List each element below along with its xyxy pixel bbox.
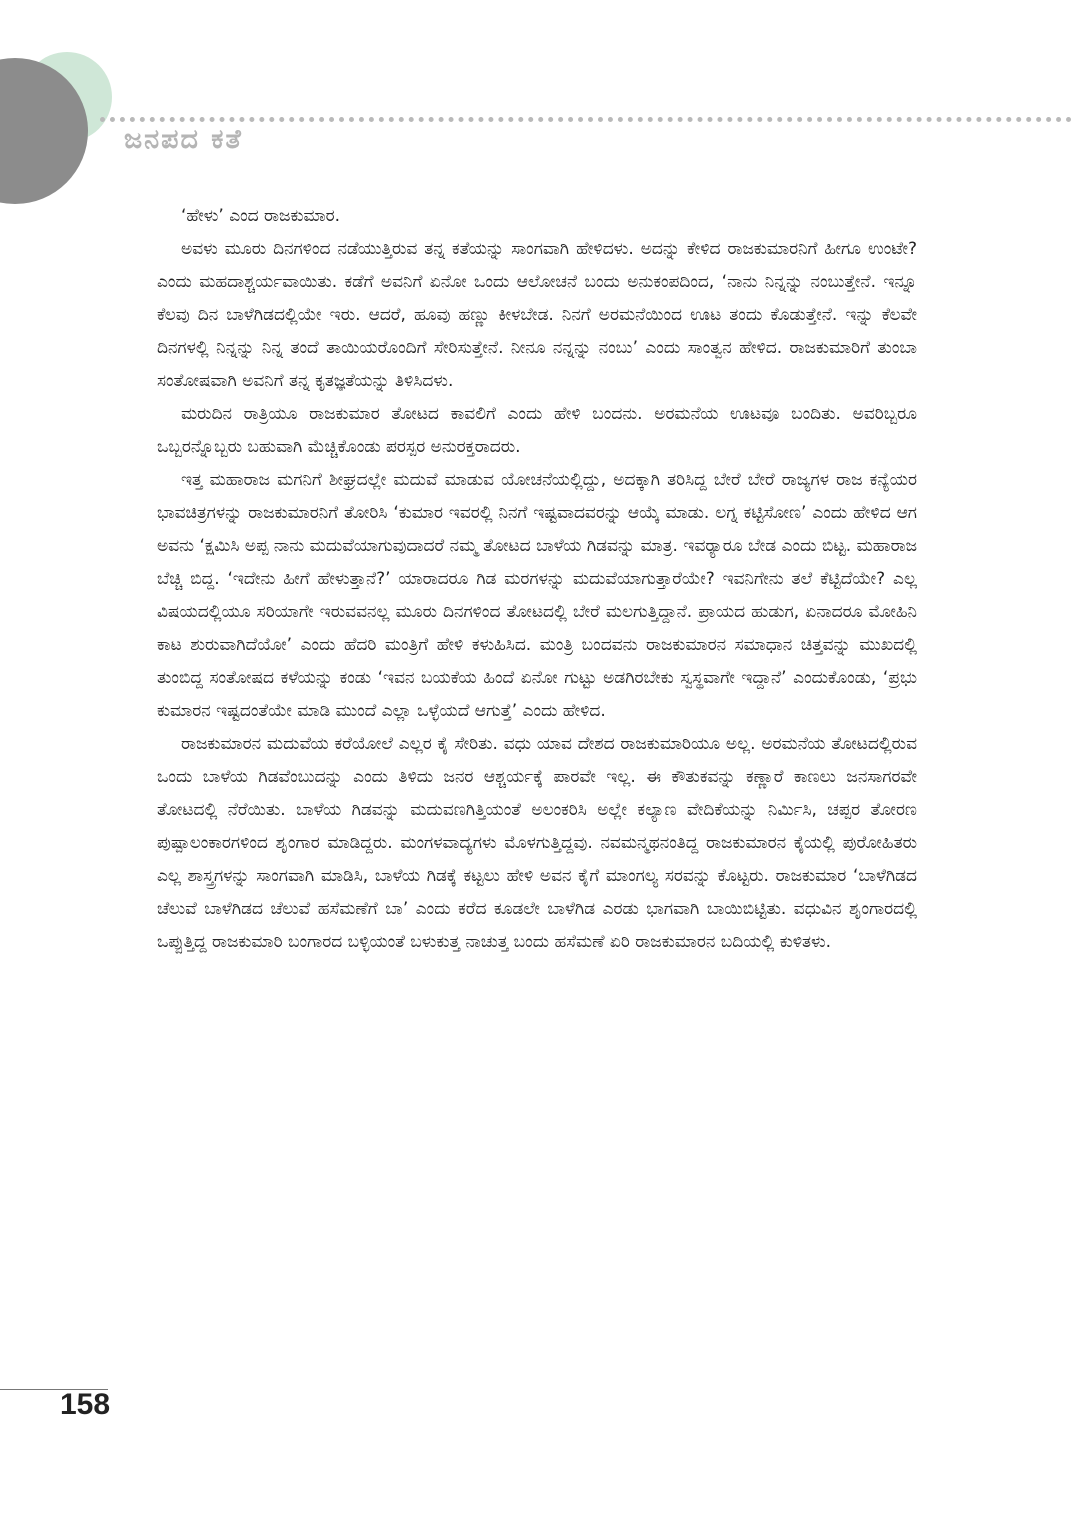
- paragraph-5: ರಾಜಕುಮಾರನ ಮದುವೆಯ ಕರೆಯೋಲೆ ಎಲ್ಲರ ಕೈ ಸೇರಿತು. ವಧು ಯಾವ ದೇಶದ ರಾಜಕುಮಾರಿಯೂ ಅಲ್ಲ. ಅರಮನೆಯ ತೋಟದಲ್ಲಿರುವ ಒಂದು ಬಾಳೆಯ ಗಿಡವೆಂಬುದನ್ನು ಎಂದು ತಿಳಿದು ಜನರ ಆಶ್ಚರ್ಯಕ್ಕೆ ಪಾರವೇ ಇಲ್ಲ. ಈ ಕೌತುಕವನ್ನು ಕಣ್ಣಾರೆ ಕಾಣಲು ಜನಸಾಗರವೇ ತೋಟದಲ್ಲಿ ನೆರೆಯಿತು. ಬಾಳೆಯ ಗಿಡವನ್ನು ಮದುವಣಗಿತ್ತಿಯಂತೆ ಅಲಂಕರಿಸಿ ಅಲ್ಲೇ ಕಲ್ಯಾಣ ವೇದಿಕೆಯನ್ನು ನಿರ್ಮಿಸಿ, ಚಪ್ಪರ ತೋರಣ ಪುಷ್ಪಾಲಂಕಾರಗಳಿಂದ ಶೃಂಗಾರ ಮಾಡಿದ್ದರು. ಮಂಗಳವಾದ್ಯಗಳು ಮೊಳಗುತ್ತಿದ್ದವು. ನವಮನ್ಮಥನಂತಿದ್ದ ರಾಜಕುಮಾರನ ಕೈಯಲ್ಲಿ ಪುರೋಹಿತರು ಎಲ್ಲ ಶಾಸ್ತ್ರಗಳನ್ನು ಸಾಂಗವಾಗಿ ಮಾಡಿಸಿ, ಬಾಳೆಯ ಗಿಡಕ್ಕೆ ಕಟ್ಟಲು ಹೇಳಿ ಅವನ ಕೈಗೆ ಮಾಂಗಲ್ಯ ಸರವನ್ನು ಕೊಟ್ಟರು. ರಾಜಕುಮಾರ ‘ಬಾಳೆಗಿಡದ ಚೆಲುವೆ ಬಾಳೆಗಿಡದ ಚೆಲುವೆ ಹಸೆಮಣೆಗೆ ಬಾ’ ಎಂದು ಕರೆದ ಕೂಡಲೇ ಬಾಳೆಗಿಡ ಎರಡು ಭಾಗವಾಗಿ ಬಾಯಿಬಿಟ್ಟಿತು. ವಧುವಿನ ಶೃಂಗಾರದಲ್ಲಿ ಒಪ್ಪುತ್ತಿದ್ದ ರಾಜಕುಮಾರಿ ಬಂಗಾರದ ಬಳ್ಳಿಯಂತೆ ಬಳುಕುತ್ತ ನಾಚುತ್ತ ಬಂದು ಹಸೆಮಣೆ ಏರಿ ರಾಜಕುಮಾರನ ಬದಿಯಲ್ಲಿ ಕುಳಿತಳು.: [157, 734, 917, 952]
- paragraph-1: ‘ಹೇಳು’ ಎಂದ ರಾಜಕುಮಾರ.: [181, 206, 341, 226]
- paragraph-4: ಇತ್ತ ಮಹಾರಾಜ ಮಗನಿಗೆ ಶೀಘ್ರದಲ್ಲೇ ಮದುವೆ ಮಾಡುವ ಯೋಚನೆಯಲ್ಲಿದ್ದು, ಅದಕ್ಕಾಗಿ ತರಿಸಿದ್ದ ಬೇರೆ ಬೇರೆ ರಾಜ್ಯಗಳ ರಾಜ ಕನ್ಯೆಯರ ಭಾವಚಿತ್ರಗಳನ್ನು ರಾಜಕುಮಾರನಿಗೆ ತೋರಿಸಿ ‘ಕುಮಾರ ಇವರಲ್ಲಿ ನಿನಗೆ ಇಷ್ಟವಾದವರನ್ನು ಆಯ್ಕೆ ಮಾಡು. ಲಗ್ನ ಕಟ್ಟಿಸೋಣ’ ಎಂದು ಹೇಳಿದ ಆಗ ಅವನು ‘ಕ್ಷಮಿಸಿ ಅಪ್ಪ ನಾನು ಮದುವೆಯಾಗುವುದಾದರೆ ನಮ್ಮ ತೋಟದ ಬಾಳೆಯ ಗಿಡವನ್ನು ಮಾತ್ರ. ಇವರ್‍ಯಾರೂ ಬೇಡ ಎಂದು ಬಿಟ್ಟ. ಮಹಾರಾಜ ಬೆಚ್ಚಿ ಬಿದ್ದ. ‘ಇದೇನು ಹೀಗೆ ಹೇಳುತ್ತಾನೆ?’ ಯಾರಾದರೂ ಗಿಡ ಮರಗಳನ್ನು ಮದುವೆಯಾಗುತ್ತಾರೆಯೇ? ಇವನಿಗೇನು ತಲೆ ಕೆಟ್ಟಿದೆಯೇ? ಎಲ್ಲ ವಿಷಯದಲ್ಲಿಯೂ ಸರಿಯಾಗೇ ಇರುವವನಲ್ಲ ಮೂರು ದಿನಗಳಿಂದ ತೋಟದಲ್ಲಿ ಬೇರೆ ಮಲಗುತ್ತಿದ್ದಾನೆ. ಪ್ರಾಯದ ಹುಡುಗ, ಏನಾದರೂ ಮೋಹಿನಿ ಕಾಟ ಶುರುವಾಗಿದೆಯೋ’ ಎಂದು ಹೆದರಿ ಮಂತ್ರಿಗೆ ಹೇಳಿ ಕಳುಹಿಸಿದ. ಮಂತ್ರಿ ಬಂದವನು ರಾಜಕುಮಾರನ ಸಮಾಧಾನ ಚಿತ್ತವನ್ನು ಮುಖದಲ್ಲಿ ತುಂಬಿದ್ದ ಸಂತೋಷದ ಕಳೆಯನ್ನು ಕಂಡು ‘ಇವನ ಬಯಕೆಯ ಹಿಂದೆ ಏನೋ ಗುಟ್ಟು ಅಡಗಿರಬೇಕು ಸ್ವಸ್ಥವಾಗೇ ಇದ್ದಾನೆ’ ಎಂದುಕೊಂಡು, ‘ಪ್ರಭು ಕುಮಾರನ ಇಷ್ಟದಂತೆಯೇ ಮಾಡಿ ಮುಂದೆ ಎಲ್ಲಾ ಒಳ್ಳೆಯದೆ ಆಗುತ್ತೆ’ ಎಂದು ಹೇಳಿದ.: [157, 470, 917, 721]
- paragraph-2: ಅವಳು ಮೂರು ದಿನಗಳಿಂದ ನಡೆಯುತ್ತಿರುವ ತನ್ನ ಕತೆಯನ್ನು ಸಾಂಗವಾಗಿ ಹೇಳಿದಳು. ಅದನ್ನು ಕೇಳಿದ ರಾಜಕುಮಾರನಿಗೆ ಹೀಗೂ ಉಂಟೇ? ಎಂದು ಮಹದಾಶ್ಚರ್ಯವಾಯಿತು. ಕಡೆಗೆ ಅವನಿಗೆ ಏನೋ ಒಂದು ಆಲೋಚನೆ ಬಂದು ಅನುಕಂಪದಿಂದ, ‘ನಾನು ನಿನ್ನನ್ನು ನಂಬುತ್ತೇನೆ. ಇನ್ನೂ ಕೆಲವು ದಿನ ಬಾಳೆಗಿಡದಲ್ಲಿಯೇ ಇರು. ಆದರೆ, ಹೂವು ಹಣ್ಣು ಕೀಳಬೇಡ. ನಿನಗೆ ಅರಮನೆಯಿಂದ ಊಟ ತಂದು ಕೊಡುತ್ತೇನೆ. ಇನ್ನು ಕೆಲವೇ ದಿನಗಳಲ್ಲಿ ನಿನ್ನನ್ನು ನಿನ್ನ ತಂದೆ ತಾಯಿಯರೊಂದಿಗೆ ಸೇರಿಸುತ್ತೇನೆ. ನೀನೂ ನನ್ನನ್ನು ನಂಬು’ ಎಂದು ಸಾಂತ್ವನ ಹೇಳಿದ. ರಾಜಕುಮಾರಿಗೆ ತುಂಬಾ ಸಂತೋಷವಾಗಿ ಅವನಿಗೆ ತನ್ನ ಕೃತಜ್ಞತೆಯನ್ನು ತಿಳಿಸಿದಳು.: [157, 239, 917, 391]
- page-number: 158: [60, 1388, 111, 1421]
- paragraph-3: ಮರುದಿನ ರಾತ್ರಿಯೂ ರಾಜಕುಮಾರ ತೋಟದ ಕಾವಲಿಗೆ ಎಂದು ಹೇಳಿ ಬಂದನು. ಅರಮನೆಯ ಊಟವೂ ಬಂದಿತು. ಅವರಿಬ್ಬರೂ ಒಬ್ಬರನ್ನೊಬ್ಬರು ಬಹುವಾಗಿ ಮೆಚ್ಚಿಕೊಂಡು ಪರಸ್ಪರ ಅನುರಕ್ತರಾದರು.: [157, 404, 917, 457]
- story-body: [157, 200, 917, 959]
- header-dotted-rule: [100, 117, 1072, 122]
- section-title: ಜನಪದ ಕತೆ: [124, 124, 243, 155]
